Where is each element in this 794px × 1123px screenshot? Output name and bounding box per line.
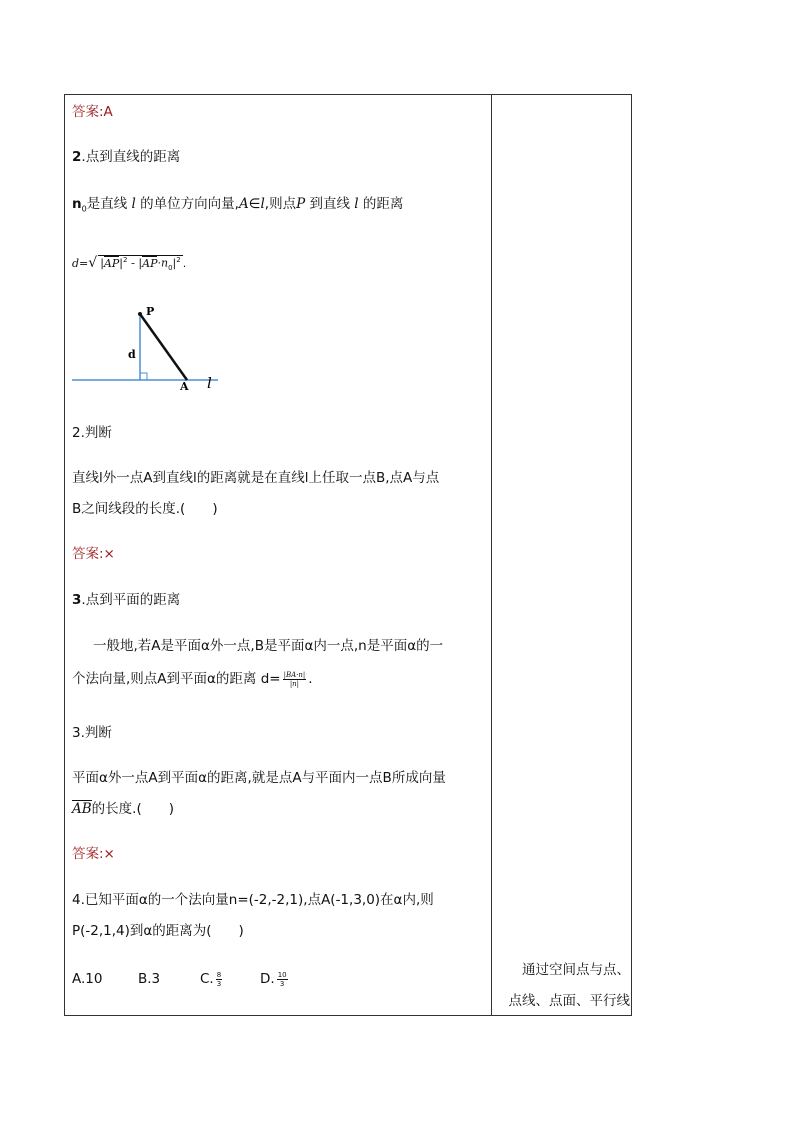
option-d: D. $\frac{10}{3}$ (260, 970, 287, 988)
plane-distance-fraction: $\frac{|BA\cdot n|}{|n|}$ (283, 670, 306, 688)
judge-3-heading: 3.判断 (72, 725, 112, 741)
point-line-figure (70, 300, 230, 395)
point-p (138, 312, 142, 316)
label-a: A (180, 380, 189, 393)
side-note-line1: 通过空间点与点、 (522, 962, 630, 978)
option-a: A.10 (72, 971, 103, 987)
section-2-heading: 2.点到直线的距离 (72, 149, 181, 165)
question-2-line2: B之间线段的长度.( ) (72, 501, 218, 517)
distance-formula: d=√ $|AP|^2 - |AP\cdot n_0|^2$ . (72, 255, 187, 273)
right-angle-mark (140, 373, 147, 380)
question-4-line2: P(-2,1,4)到α的距离为( ) (72, 923, 244, 939)
question-2-line1: 直线l外一点A到直线l的距离就是在直线l上任取一点B,点A与点 (72, 470, 440, 486)
column-divider (491, 94, 492, 1016)
table-frame (64, 94, 632, 1016)
plane-definition-line1: 一般地,若A是平面α外一点,B是平面α内一点,n是平面α的一 (93, 638, 444, 654)
label-l: l (207, 374, 212, 392)
answer-x-2: 答案:× (72, 846, 115, 862)
question-3-line1: 平面α外一点A到平面α的距离,就是点A与平面内一点B所成向量 (72, 770, 446, 786)
plane-definition-line2: 个法向量,则点A到平面α的距离 d= $\frac{|BA\cdot n|}{|n|}$ . (72, 670, 313, 688)
label-d: d (128, 348, 136, 361)
question-3-line2: AB的长度.( ) (72, 801, 174, 817)
judge-2-heading: 2.判断 (72, 425, 112, 441)
answer-a: 答案:A (72, 104, 113, 120)
question-4-line1: 4.已知平面α的一个法向量n=(-2,-2,1),点A(-1,3,0)在α内,则 (72, 892, 434, 908)
segment-pa (140, 314, 187, 380)
option-c: C. $\frac{8}{3}$ (200, 970, 222, 988)
line-definition: $n_0$是直线 l 的单位方向向量,A∈l,则点P 到直线 l 的距离 (72, 196, 404, 214)
section-3-heading: 3.点到平面的距离 (72, 592, 181, 608)
label-p: P (146, 305, 155, 318)
side-note-line2: 点线、点面、平行线 (508, 993, 630, 1009)
answer-x-1: 答案:× (72, 546, 115, 562)
option-b: B.3 (138, 971, 161, 987)
question-4-options (72, 970, 290, 988)
